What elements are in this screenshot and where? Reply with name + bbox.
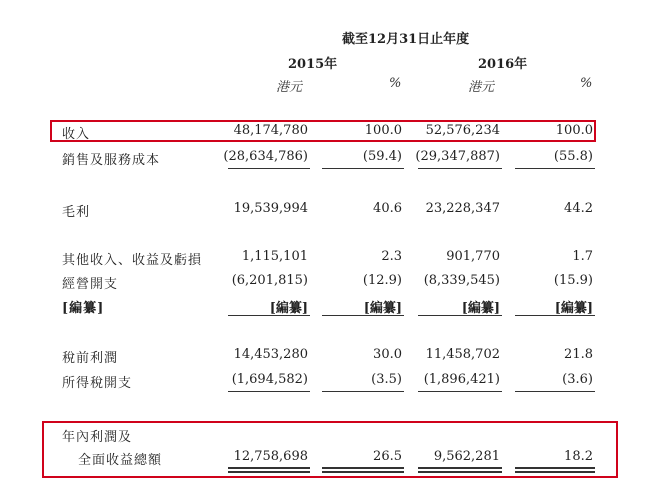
subtotal-rule (322, 315, 404, 316)
operating-expenses-pct-2015: (12.9) (362, 273, 402, 288)
row-label-revenue: 收入 (62, 127, 91, 142)
row-label-operating-expenses: 經營開支 (62, 277, 119, 292)
subtotal-rule (418, 391, 502, 392)
cost-of-sales-pct-2016: (55.8) (553, 149, 593, 164)
subtotal-rule (515, 315, 595, 316)
subtotal-rule (322, 391, 404, 392)
other-income-2016: 901,770 (446, 249, 500, 264)
total-pct-2015: 26.5 (373, 449, 402, 464)
total-double-rule (228, 467, 310, 473)
row-label-total-line1: 年內利潤及 (62, 430, 133, 445)
row-label-other-income: 其他收入、收益及虧損 (62, 253, 203, 268)
redacted-pct-2016: [編纂] (554, 301, 593, 316)
period-header: 截至12月31日止年度 (342, 32, 470, 47)
row-label-cost-of-sales: 銷售及服務成本 (62, 153, 161, 168)
subtotal-rule (322, 168, 404, 169)
profit-before-tax-2016: 11,458,702 (425, 347, 500, 362)
total-pct-2016: 18.2 (564, 449, 593, 464)
revenue-highlight-box (50, 120, 596, 142)
gross-profit-2015: 19,539,994 (233, 201, 308, 216)
income-tax-2015: (1,694,582) (231, 372, 308, 387)
other-income-pct-2016: 1.7 (572, 249, 593, 264)
income-tax-2016: (1,896,421) (423, 372, 500, 387)
revenue-2016: 52,576,234 (425, 123, 500, 138)
row-label-income-tax: 所得稅開支 (62, 376, 133, 391)
other-income-pct-2015: 2.3 (381, 249, 402, 264)
revenue-pct-2016: 100.0 (555, 123, 593, 138)
income-tax-pct-2015: (3.5) (371, 372, 402, 387)
profit-before-tax-pct-2016: 21.8 (564, 347, 593, 362)
subtotal-rule (228, 315, 310, 316)
redacted-pct-2015: [編纂] (363, 301, 402, 316)
gross-profit-pct-2016: 44.2 (564, 201, 593, 216)
row-label-profit-before-tax: 稅前利潤 (62, 351, 119, 366)
subtotal-rule (418, 315, 502, 316)
operating-expenses-2016: (8,339,545) (423, 273, 500, 288)
subtotal-rule (515, 391, 595, 392)
income-tax-pct-2016: (3.6) (562, 372, 593, 387)
operating-expenses-2015: (6,201,815) (231, 273, 308, 288)
subtotal-rule (515, 168, 595, 169)
year-2015-header: 2015年 (288, 57, 338, 72)
row-label-total-line2: 全面收益總額 (78, 453, 163, 468)
cost-of-sales-pct-2015: (59.4) (362, 149, 402, 164)
profit-before-tax-pct-2015: 30.0 (373, 347, 402, 362)
revenue-pct-2015: 100.0 (364, 123, 402, 138)
subtotal-rule (228, 168, 310, 169)
total-double-rule (322, 467, 404, 473)
revenue-2015: 48,174,780 (233, 123, 308, 138)
gross-profit-2016: 23,228,347 (425, 201, 500, 216)
unit-pct-2015: % (389, 76, 402, 91)
cost-of-sales-2015: (28,634,786) (223, 149, 308, 164)
total-double-rule (515, 467, 595, 473)
total-2016: 9,562,281 (433, 449, 500, 464)
subtotal-rule (418, 168, 502, 169)
redacted-2015: [編纂] (269, 301, 308, 316)
other-income-2015: 1,115,101 (241, 249, 308, 264)
redacted-2016: [編纂] (461, 301, 500, 316)
cost-of-sales-2016: (29,347,887) (415, 149, 500, 164)
year-2016-header: 2016年 (478, 57, 528, 72)
unit-pct-2016: % (580, 76, 593, 91)
row-label-redacted: [編纂] (62, 301, 105, 316)
row-label-gross-profit: 毛利 (62, 205, 91, 220)
unit-hkd-2015: 港元 (276, 80, 303, 95)
gross-profit-pct-2015: 40.6 (373, 201, 402, 216)
total-double-rule (418, 467, 502, 473)
profit-before-tax-2015: 14,453,280 (233, 347, 308, 362)
unit-hkd-2016: 港元 (468, 80, 495, 95)
total-2015: 12,758,698 (233, 449, 308, 464)
subtotal-rule (228, 391, 310, 392)
operating-expenses-pct-2016: (15.9) (553, 273, 593, 288)
